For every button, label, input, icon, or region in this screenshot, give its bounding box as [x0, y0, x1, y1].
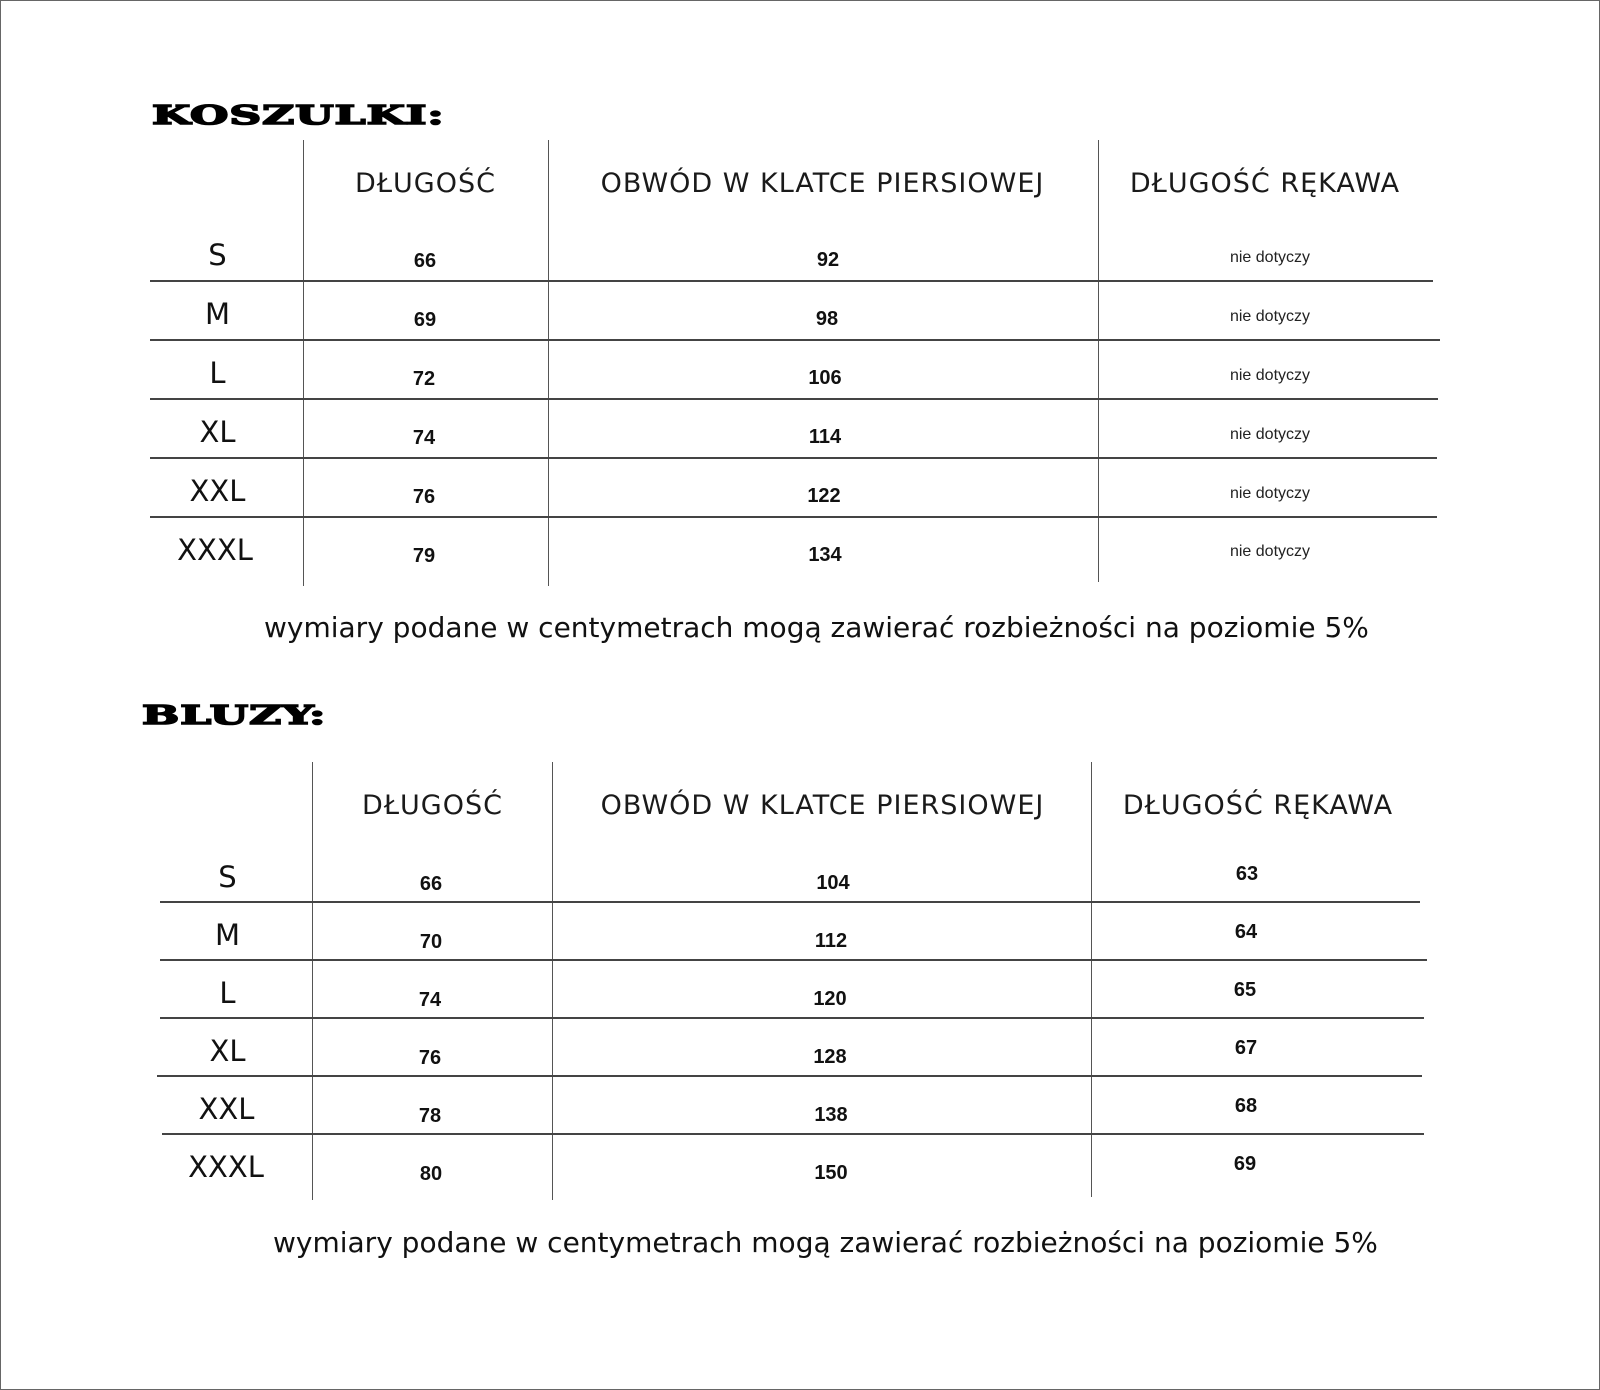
bluzy-rekaw-cell: 68: [1234, 1095, 1258, 1117]
koszulki-size-cell: XXL: [189, 474, 246, 508]
koszulki-vline-2: [548, 140, 549, 586]
bluzy-row-line-2: [160, 959, 1427, 961]
koszulki-obwod-cell: 122: [807, 485, 841, 507]
koszulki-obwod-cell: 134: [808, 544, 842, 566]
koszulki-dlugosc-cell: 69: [413, 309, 437, 331]
bluzy-row-line-5: [162, 1133, 1424, 1135]
bluzy-obwod-cell: 138: [814, 1104, 848, 1126]
bluzy-vline-3: [1091, 762, 1092, 1197]
bluzy-rekaw-cell: 63: [1235, 863, 1259, 885]
bluzy-title: BLUZY:: [142, 700, 327, 731]
bluzy-size-cell: S: [218, 860, 237, 894]
koszulki-rekaw-cell: nie dotyczy: [1229, 308, 1311, 325]
koszulki-vline-1: [303, 140, 304, 586]
bluzy-note: wymiary podane w centymetrach mogą zawierać rozbieżności na poziomie 5%: [273, 1226, 1378, 1259]
bluzy-row-line-4: [157, 1075, 1422, 1077]
koszulki-size-cell: S: [208, 238, 227, 272]
koszulki-obwod-cell: 106: [808, 367, 842, 389]
bluzy-header-rekaw: DŁUGOŚĆ RĘKAWA: [1122, 790, 1394, 821]
bluzy-size-cell: XL: [209, 1034, 246, 1068]
koszulki-row-line-4: [150, 457, 1437, 459]
koszulki-row-line-2: [150, 339, 1440, 341]
koszulki-note: wymiary podane w centymetrach mogą zawierać rozbieżności na poziomie 5%: [264, 611, 1369, 644]
koszulki-dlugosc-cell: 72: [412, 368, 436, 390]
koszulki-rekaw-cell: nie dotyczy: [1229, 485, 1311, 502]
bluzy-obwod-cell: 104: [816, 872, 850, 894]
koszulki-header-rekaw: DŁUGOŚĆ RĘKAWA: [1129, 168, 1401, 199]
koszulki-rekaw-cell: nie dotyczy: [1229, 426, 1311, 443]
bluzy-dlugosc-cell: 66: [419, 873, 443, 895]
koszulki-row-line-1: [150, 280, 1433, 282]
koszulki-row-line-3: [150, 398, 1438, 400]
koszulki-dlugosc-cell: 74: [412, 427, 436, 449]
koszulki-header-dlugosc: DŁUGOŚĆ: [355, 168, 496, 199]
bluzy-dlugosc-cell: 74: [418, 989, 442, 1011]
bluzy-header-dlugosc: DŁUGOŚĆ: [362, 790, 503, 821]
koszulki-size-cell: XXXL: [177, 533, 253, 567]
bluzy-rekaw-cell: 65: [1233, 979, 1257, 1001]
bluzy-size-cell: XXL: [198, 1092, 255, 1126]
koszulki-obwod-cell: 98: [815, 308, 839, 330]
bluzy-row-line-1: [160, 901, 1420, 903]
bluzy-row-line-3: [160, 1017, 1424, 1019]
koszulki-dlugosc-cell: 66: [413, 250, 437, 272]
bluzy-dlugosc-cell: 78: [418, 1105, 442, 1127]
bluzy-dlugosc-cell: 70: [419, 931, 443, 953]
koszulki-title: KOSZULKI:: [152, 100, 445, 131]
bluzy-obwod-cell: 112: [814, 930, 848, 952]
koszulki-rekaw-cell: nie dotyczy: [1229, 249, 1311, 266]
koszulki-dlugosc-cell: 79: [412, 545, 436, 567]
bluzy-dlugosc-cell: 76: [418, 1047, 442, 1069]
koszulki-header-obwod: OBWÓD W KLATCE PIERSIOWEJ: [600, 168, 1045, 199]
koszulki-dlugosc-cell: 76: [412, 486, 436, 508]
koszulki-size-cell: XL: [199, 415, 236, 449]
bluzy-rekaw-cell: 64: [1234, 921, 1258, 943]
koszulki-rekaw-cell: nie dotyczy: [1229, 367, 1311, 384]
bluzy-obwod-cell: 128: [813, 1046, 847, 1068]
koszulki-rekaw-cell: nie dotyczy: [1229, 543, 1311, 560]
bluzy-size-cell: XXXL: [188, 1150, 264, 1184]
koszulki-row-line-5: [150, 516, 1437, 518]
bluzy-dlugosc-cell: 80: [419, 1163, 443, 1185]
bluzy-obwod-cell: 120: [813, 988, 847, 1010]
bluzy-size-cell: L: [219, 976, 236, 1010]
bluzy-header-obwod: OBWÓD W KLATCE PIERSIOWEJ: [600, 790, 1045, 821]
bluzy-size-cell: M: [214, 918, 241, 952]
koszulki-size-cell: M: [204, 297, 231, 331]
bluzy-rekaw-cell: 69: [1233, 1153, 1257, 1175]
koszulki-obwod-cell: 114: [808, 426, 842, 448]
koszulki-obwod-cell: 92: [816, 249, 840, 271]
bluzy-rekaw-cell: 67: [1234, 1037, 1258, 1059]
bluzy-obwod-cell: 150: [814, 1162, 848, 1184]
koszulki-size-cell: L: [209, 356, 226, 390]
